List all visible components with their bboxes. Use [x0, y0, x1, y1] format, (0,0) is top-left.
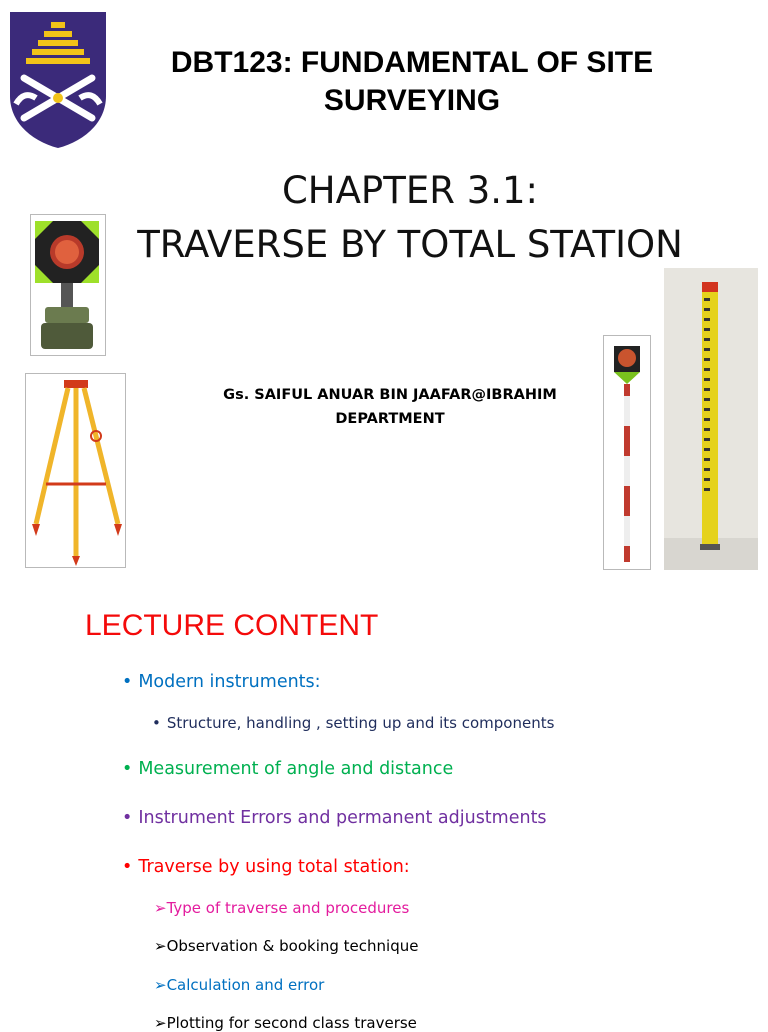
arrow-bullet-icon: ➢	[154, 976, 167, 994]
subbullet-plotting	[154, 1014, 417, 1032]
bullet-text: Structure, handling , setting up and its components	[166, 714, 555, 732]
bullet-text: Observation & booking technique	[166, 937, 419, 955]
tripod-image	[25, 373, 126, 568]
subbullet-type-of-traverse	[154, 899, 409, 917]
bullet-text: Instrument Errors and permanent adjustments	[138, 808, 547, 828]
arrow-bullet-icon: ➢	[154, 937, 167, 955]
bullet-marker: •	[152, 714, 161, 732]
bullet-structure-handling	[152, 714, 554, 732]
university-crest-icon	[10, 12, 106, 148]
bullet-text: Calculation and error	[166, 976, 325, 994]
author-name: Gs. SAIFUL ANUAR BIN JAAFAR@IBRAHIM	[223, 387, 557, 403]
arrow-bullet-icon: ➢	[154, 1014, 167, 1032]
subbullet-calculation-error	[154, 976, 324, 994]
bullet-instrument-errors	[122, 808, 547, 828]
author-department: DEPARTMENT	[335, 411, 445, 427]
bullet-text: Plotting for second class traverse	[166, 1014, 417, 1032]
author-block	[140, 383, 640, 431]
prism-image	[30, 214, 106, 356]
chapter-number: CHAPTER 3.1:	[281, 169, 539, 212]
bullet-marker: •	[122, 672, 133, 692]
course-title: DBT123: FUNDAMENTAL OF SITE SURVEYING	[170, 46, 654, 117]
bullet-marker: •	[122, 857, 133, 877]
lecture-content-heading: LECTURE CONTENT	[85, 609, 379, 642]
levelling-staff-image	[664, 268, 758, 570]
bullet-text: Modern instruments:	[138, 672, 321, 692]
bullet-text: Measurement of angle and distance	[138, 759, 454, 779]
bullet-marker: •	[122, 808, 133, 828]
chapter-title	[110, 164, 710, 272]
arrow-bullet-icon: ➢	[154, 899, 167, 917]
chapter-name: TRAVERSE BY TOTAL STATION	[137, 223, 683, 266]
bullet-marker: •	[122, 759, 133, 779]
bullet-traverse-total-station	[122, 857, 410, 877]
prism-pole-image	[603, 335, 651, 570]
bullet-modern-instruments	[122, 672, 321, 692]
bullet-text: Traverse by using total station:	[138, 857, 410, 877]
bullet-measurement	[122, 759, 453, 779]
bullet-text: Type of traverse and procedures	[166, 899, 410, 917]
subbullet-observation-booking	[154, 937, 418, 955]
